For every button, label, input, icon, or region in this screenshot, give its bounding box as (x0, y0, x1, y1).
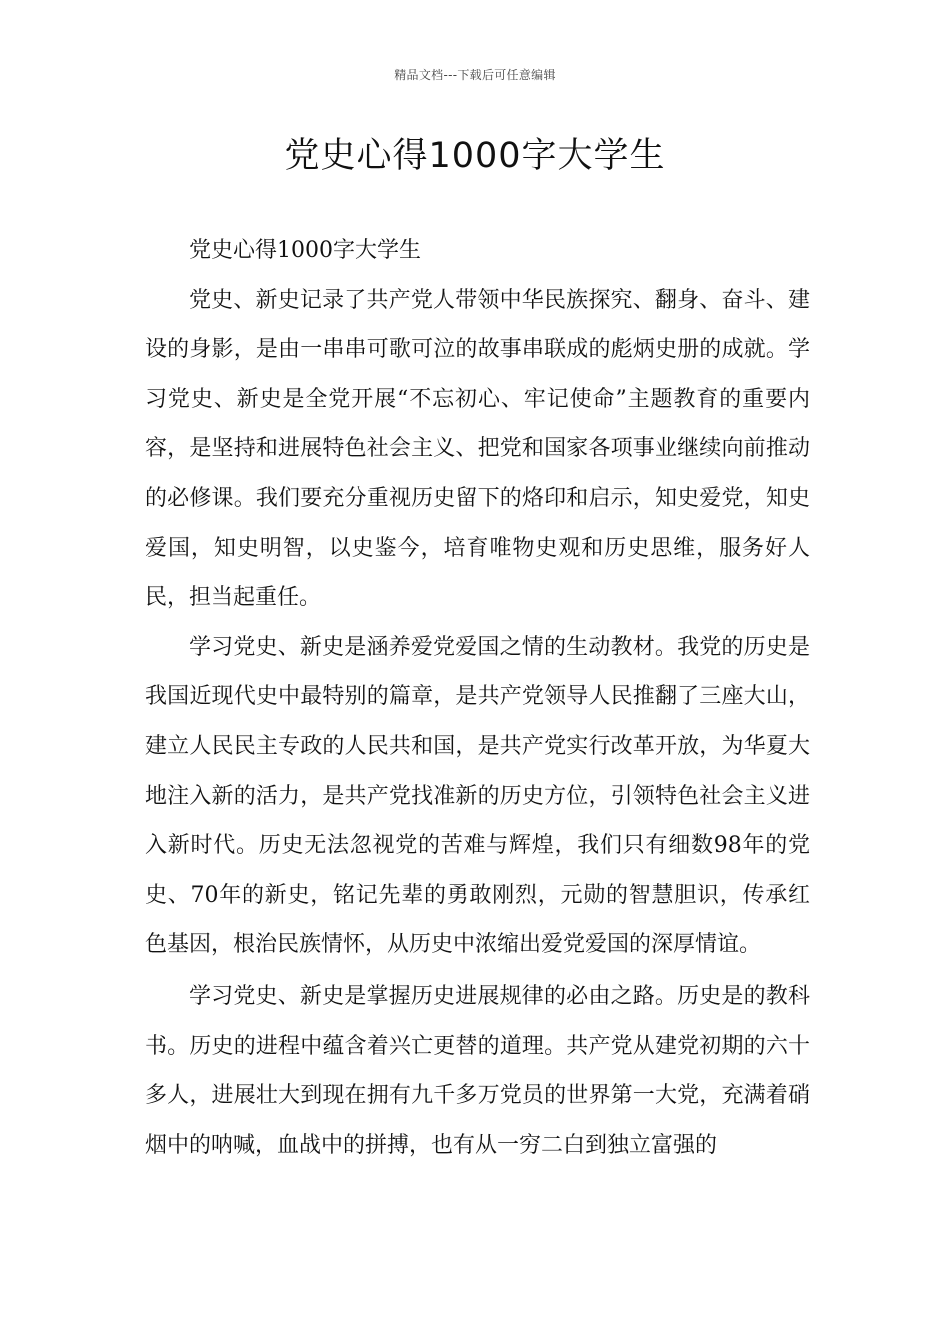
document-title: 党史心得1000字大学生 (284, 136, 666, 176)
paragraph-subtitle: 党史心得1000字大学生 (189, 238, 421, 263)
paragraph: 学习党史、新史是涵养爱党爱国之情的生动教材。我党的历史是我国近现代史中最特别的篇章，是共产党领导人民推翻了三座大山，建立人民民主专政的人民共和国，是共产党实行改革开放，为华夏大地注入新的活力，是共产党找准新的历史方位，引领特色社会主义进入新时代。历史无法忽视党的苦难与辉煌，我们只有细数98年的党史、70年的新史，铭记先辈的勇敢刚烈，元勋的智慧胆识，传承红色基因，根治民族情怀，从历史中浓缩出爱党爱国的深厚情谊。 (145, 634, 810, 958)
document-body (145, 226, 810, 1170)
paragraph: 学习党史、新史是掌握历史进展规律的必由之路。历史是的教科书。历史的进程中蕴含着兴亡更替的道理。共产党从建党初期的六十多人，进展壮大到现在拥有九千多万党员的世界第一大党，充满着硝烟中的呐喊，血战中的拼搏，也有从一穷二白到独立富强的 (145, 983, 810, 1158)
paragraph: 党史、新史记录了共产党人带领中华民族探究、翻身、奋斗、建设的身影，是由一串串可歌可泣的故事串联成的彪炳史册的成就。学习党史、新史是全党开展“不忘初心、牢记使命”主题教育的重要内容，是坚持和进展特色社会主义、把党和国家各项事业继续向前推动的必修课。我们要充分重视历史留下的烙印和启示，知史爱党，知史爱国，知史明智，以史鉴今，培育唯物史观和历史思维，服务好人民，担当起重任。 (145, 287, 810, 611)
header-note: 精品文档---下载后可任意编辑 (394, 68, 556, 82)
